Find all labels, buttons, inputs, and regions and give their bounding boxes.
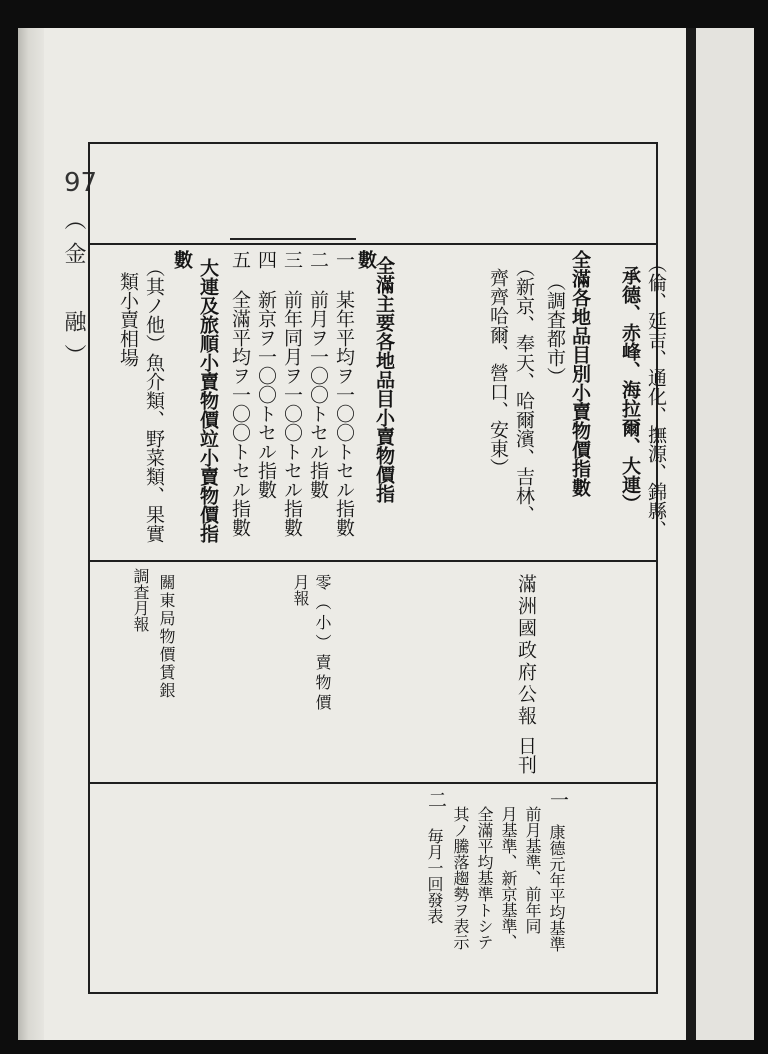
other-items-cont: 類小賣相場 (117, 272, 139, 367)
cities-line-2: 齊齊哈爾、營口、安東） (487, 268, 509, 477)
row-divider-3 (88, 782, 658, 784)
index-heading-cont: 數 (355, 250, 377, 269)
other-items-line: （其ノ他）魚介類、野菜類、果實 (143, 258, 165, 543)
dalian-heading: 大連及旅順小賣物價竝小賣物價指 (197, 258, 219, 543)
item-number-1: 一 (333, 250, 355, 269)
cities-line-4: 承德、赤峰、海拉爾、大連） (619, 266, 641, 513)
item-number-3: 三 (281, 250, 303, 269)
page-edge (18, 28, 44, 1040)
item-number-2: 二 (307, 250, 329, 269)
row-divider-1 (88, 243, 658, 245)
note-1-line-5: 其ノ騰落趨勢ヲ表示 (451, 806, 470, 950)
dalian-heading-cont: 數 (171, 250, 193, 269)
item-text-4: 新京ヲ一〇〇トセル指數 (255, 290, 277, 499)
item-number-5: 五 (229, 250, 251, 269)
note-1-line-3: 月基準、新京基準、 (499, 806, 518, 950)
source-gazette-frequency: 日刊 (515, 736, 537, 774)
item-text-2: 前月ヲ一〇〇トセル指數 (307, 290, 329, 499)
item-number-4: 四 (255, 250, 277, 269)
survey-cities-label: （調査都市） (544, 272, 566, 386)
note-1-line-1: 康德元年平均基準 (547, 824, 566, 952)
cities-line-1: （新京、奉天、哈爾濱、吉林、 (513, 258, 535, 524)
page-number: 97 (64, 168, 98, 198)
section-label: （金 融） (61, 208, 86, 378)
row-divider-2 (88, 560, 658, 562)
source-retail-monthly-b: 月報 (291, 574, 310, 606)
note-1-line-4: 全滿平均基準トシテ (475, 806, 494, 950)
source-retail-monthly: 零（小）賣物價 (313, 574, 332, 714)
cities-line-3: （倫、延吉、通化、撫源、錦縣、 (645, 254, 667, 539)
index-heading: 全滿主要各地品目小賣物價指 (373, 256, 395, 503)
item-text-1: 某年平均ヲ一〇〇トセル指數 (333, 290, 355, 537)
adjacent-page-strip (696, 28, 754, 1040)
source-gazette: 滿洲國政府公報 (515, 574, 537, 728)
book-spine (686, 28, 696, 1040)
note-1-line-2: 前月基準、前年同 (523, 806, 542, 934)
note-number-2: 二 (425, 790, 447, 809)
item-text-5: 全滿平均ヲ一〇〇トセル指數 (229, 290, 251, 537)
item-text-3: 前年同月ヲ一〇〇トセル指數 (281, 290, 303, 537)
note-2-text: 毎月一回發表 (425, 828, 444, 924)
city-index-title: 全滿各地品目別小賣物價指數 (569, 250, 591, 497)
source-kwantung-bureau-b: 調査月報 (131, 568, 150, 632)
source-kwantung-bureau: 關東局物價賃銀 (157, 574, 176, 700)
note-number-1: 一 (547, 790, 569, 809)
